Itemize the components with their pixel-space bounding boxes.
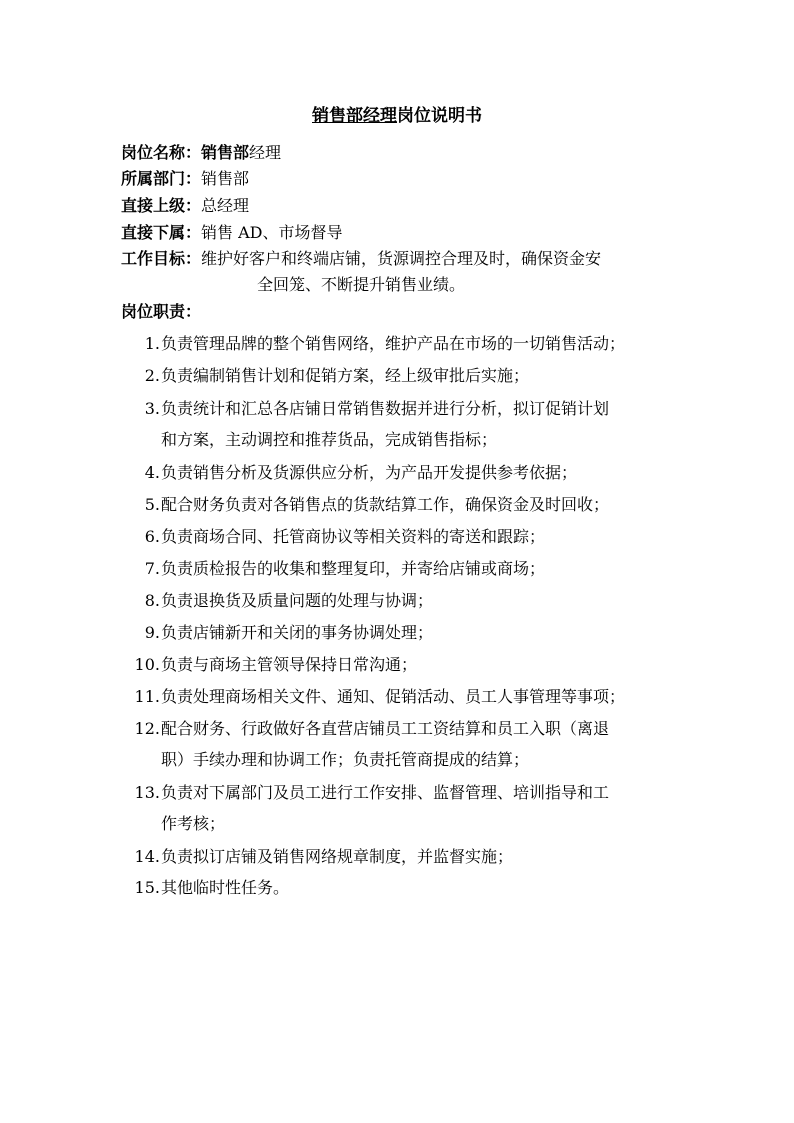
duty-text: 负责拟订店铺及销售网络规章制度，并监督实施； bbox=[161, 847, 514, 866]
duty-text: 负责与商场主管领导保持日常沟通； bbox=[161, 655, 418, 674]
duty-item bbox=[121, 685, 681, 709]
duty-item bbox=[121, 845, 681, 869]
field-position-name bbox=[121, 141, 281, 165]
field-value: 销售 AD、市场督导 bbox=[201, 223, 343, 242]
duty-number: 8. bbox=[144, 591, 160, 610]
duty-number: 2. bbox=[144, 366, 160, 385]
duty-number: 3. bbox=[144, 399, 160, 418]
field-work-goal-continuation: 全回笼、不断提升销售业绩。 bbox=[257, 275, 466, 294]
duty-text: 配合财务、行政做好各直营店铺员工工资结算和员工入职（离退 bbox=[161, 719, 610, 738]
duty-number: 4. bbox=[144, 463, 160, 482]
duty-text: 负责统计和汇总各店铺日常销售数据并进行分析，拟订促销计划 bbox=[161, 399, 610, 418]
duty-item bbox=[121, 397, 681, 421]
duty-number: 13. bbox=[134, 783, 160, 802]
duty-text: 负责管理品牌的整个销售网络，维护产品在市场的一切销售活动； bbox=[161, 334, 626, 353]
document-title bbox=[0, 104, 794, 128]
duty-number: 9. bbox=[144, 623, 160, 642]
title-underlined-part: 销售部经理 bbox=[312, 106, 397, 126]
duty-text: 配合财务负责对各销售点的货款结算工作，确保资金及时回收； bbox=[161, 495, 610, 514]
duty-item bbox=[121, 781, 681, 805]
duty-number: 12. bbox=[134, 719, 160, 738]
duty-item bbox=[121, 332, 681, 356]
field-direct-subordinate bbox=[121, 221, 343, 245]
field-value: 经理 bbox=[249, 143, 282, 162]
duty-item bbox=[121, 876, 681, 900]
duty-item bbox=[121, 493, 681, 517]
duty-text: 负责退换货及质量问题的处理与协调； bbox=[161, 591, 434, 610]
duty-text: 负责销售分析及货源供应分析，为产品开发提供参考依据； bbox=[161, 463, 578, 482]
duty-number: 7. bbox=[144, 559, 160, 578]
duty-item bbox=[121, 525, 681, 549]
field-work-goal bbox=[121, 247, 601, 271]
duty-number: 5. bbox=[144, 495, 160, 514]
field-label: 工作目标： bbox=[121, 249, 202, 268]
field-label: 所属部门： bbox=[121, 169, 202, 188]
duty-item bbox=[121, 653, 681, 677]
duty-item bbox=[121, 557, 681, 581]
duty-text-continuation: 职）手续办理和协调工作；负责托管商提成的结算； bbox=[161, 750, 530, 769]
field-value-bold: 销售部 bbox=[201, 143, 250, 162]
duty-text: 其他临时性任务。 bbox=[161, 878, 290, 897]
field-value: 销售部 bbox=[201, 169, 250, 188]
duty-number: 15. bbox=[134, 878, 160, 897]
field-label: 直接下属： bbox=[121, 223, 202, 242]
duty-number: 10. bbox=[134, 655, 160, 674]
duty-text: 负责商场合同、托管商协议等相关资料的寄送和跟踪； bbox=[161, 527, 546, 546]
duty-text: 负责对下属部门及员工进行工作安排、监督管理、培训指导和工 bbox=[161, 783, 610, 802]
duty-text: 负责编制销售计划和促销方案，经上级审批后实施； bbox=[161, 366, 530, 385]
duty-number: 11. bbox=[134, 687, 160, 706]
duty-text-continuation: 作考核； bbox=[161, 814, 226, 833]
duty-item bbox=[121, 589, 681, 613]
duty-number: 1. bbox=[144, 334, 160, 353]
duty-text: 负责店铺新开和关闭的事务协调处理； bbox=[161, 623, 434, 642]
duty-number: 14. bbox=[134, 847, 160, 866]
duty-item bbox=[121, 621, 681, 645]
field-value: 维护好客户和终端店铺，货源调控合理及时，确保资金安 bbox=[201, 249, 602, 268]
field-value: 总经理 bbox=[201, 196, 250, 215]
field-department bbox=[121, 167, 249, 191]
duty-item bbox=[121, 461, 681, 485]
title-rest-part: 岗位说明书 bbox=[397, 106, 482, 126]
field-direct-superior bbox=[121, 194, 249, 218]
duty-item bbox=[121, 717, 681, 741]
duties-heading: 岗位职责： bbox=[121, 302, 202, 321]
duty-text: 负责处理商场相关文件、通知、促销活动、员工人事管理等事项； bbox=[161, 687, 626, 706]
duty-number: 6. bbox=[144, 527, 160, 546]
duty-item bbox=[121, 364, 681, 388]
field-label: 直接上级： bbox=[121, 196, 202, 215]
duty-text: 负责质检报告的收集和整理复印，并寄给店铺或商场； bbox=[161, 559, 546, 578]
field-label: 岗位名称： bbox=[121, 143, 202, 162]
duty-text-continuation: 和方案，主动调控和推荐货品，完成销售指标； bbox=[161, 430, 498, 449]
